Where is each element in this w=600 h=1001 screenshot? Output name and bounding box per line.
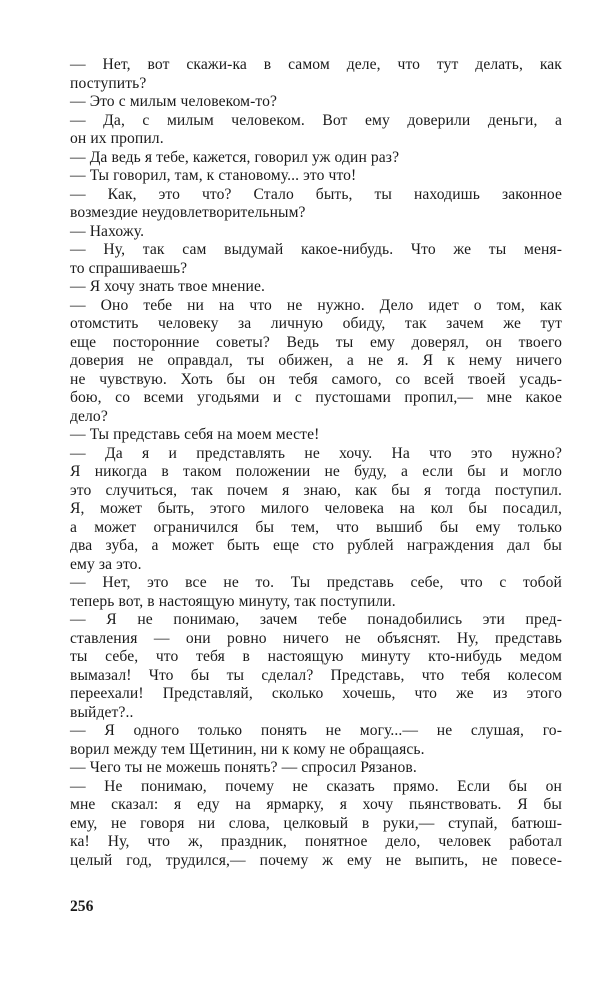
text-line: ка! Ну, что ж, праздник, понятное дело, человек работал (70, 833, 562, 850)
text-line: два зуба, а может быть еще сто рублей награждения дал бы (70, 537, 562, 554)
text-line: переехали! Представляй, сколько хочешь, что же из этого (70, 685, 562, 702)
text-line: — Ну, так сам выдумай какое-нибудь. Что же ты меня- (70, 241, 562, 258)
text-line: доверия не оправдал, ты обижен, а не я. Я к нему ничего (70, 352, 562, 369)
text-line: — Как, это что? Стало быть, ты находишь законное (70, 185, 562, 203)
text-line: — Я одного только понять не могу...— не слушая, го- (70, 722, 562, 739)
page-number: 256 (70, 898, 94, 915)
text-line: то спрашиваешь? (70, 259, 188, 277)
text-line: — Ты говорил, там, к становому... это что! (70, 167, 357, 184)
text-line: а может ограничился бы тем, что вышиб бы ему только (70, 518, 562, 536)
text-line: — Нет, это все не то. Ты представь себе, что с тобой (70, 574, 562, 591)
text-line: — Я хочу знать твое мнение. (70, 278, 265, 295)
text-line: Я, может быть, этого милого человека на кол бы посадил, (70, 500, 562, 517)
text-line: не чувствую. Хоть бы он тебя самого, со всей твоей усадь- (70, 370, 562, 388)
text-line: — Да, с милым человеком. Вот ему доверили деньги, а (70, 111, 562, 129)
text-line: еще посторонние советы? Ведь ты ему доверял, он твоего (70, 333, 562, 351)
text-line: — Я не понимаю, зачем тебе понадобились эти пред- (70, 611, 562, 628)
text-line: — Не понимаю, почему не сказать прямо. Если бы он (70, 777, 562, 795)
page-text (70, 56, 562, 870)
text-line: он их пропил. (70, 130, 164, 147)
text-line: — Нахожу. (70, 222, 145, 240)
text-line: ты себе, что тебя в настоящую минуту кто-нибудь медом (70, 648, 562, 665)
text-line: ставления — они ровно ничего не объяснят. Ну, представь (70, 629, 562, 647)
text-line: — Чего ты не можешь понять? — спросил Рязанов. (70, 759, 417, 776)
text-line: мне сказал: я еду на ярмарку, я хочу пьянствовать. Я бы (70, 796, 562, 813)
text-line: дело? (70, 407, 108, 425)
text-line: — Нет, вот скажи-ка в самом деле, что тут делать, как (70, 56, 562, 73)
text-line: — Оно тебе ни на что не нужно. Дело идет о том, как (70, 296, 562, 314)
text-line: возмездие неудовлетворительным? (70, 204, 306, 221)
text-line: — Да ведь я тебе, кажется, говорил уж один раз? (70, 148, 400, 166)
text-line: — Ты представь себя на моем месте! (70, 426, 320, 443)
text-line: Я никогда в таком положении не буду, а если бы и могло (70, 463, 562, 480)
text-line: поступить? (70, 74, 147, 92)
text-line: ему, не говоря ни слова, целковый в руки,— ступай, батюш- (70, 814, 562, 832)
text-line: отомстить человеку за личную обиду, так зачем же тут (70, 315, 562, 332)
text-line: бою, со всеми угодьями и с пустошами пропил,— мне какое (70, 389, 562, 406)
text-line: — Да я и представлять не хочу. На что это нужно? (70, 444, 562, 462)
text-line: теперь вот, в настоящую минуту, так поступили. (70, 592, 396, 610)
text-line: это случиться, так почем я знаю, как бы я тогда поступил. (70, 481, 562, 499)
text-line: целый год, трудился,— почему ж ему не выпить, не повесе- (70, 851, 562, 869)
text-line: выйдет?.. (70, 703, 134, 721)
text-line: вымазал! Что бы ты сделал? Представь, что тебя колесом (70, 666, 562, 684)
text-line: — Это с милым человеком-то? (70, 93, 278, 110)
text-line: ворил между тем Щетинин, ни к кому не обращаясь. (70, 740, 425, 758)
text-line: ему за это. (70, 555, 142, 573)
